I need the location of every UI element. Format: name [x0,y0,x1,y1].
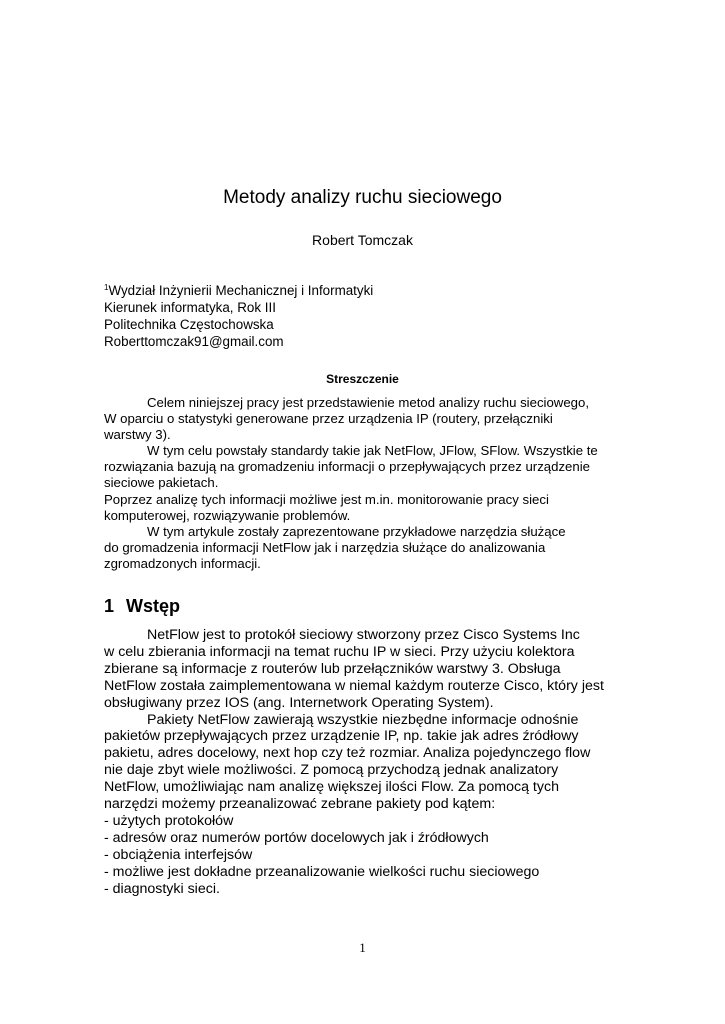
abstract-line: komputerowej, rozwiązywanie problemów. [104,507,351,523]
affiliation-block [104,282,624,350]
affiliation-line: Kierunek informatyka, Rok III [104,300,276,315]
abstract-heading: Streszczenie [326,372,399,386]
body-line: nie daje zbyt wiele możliwości. Z pomocą przychodzą jednak analizatory [104,762,559,779]
section-number: 1 [104,596,115,616]
list-item: - diagnostyki sieci. [104,880,220,897]
body-line: Pakiety NetFlow zawierają wszystkie niezbędne informacje odnośnie [147,711,579,728]
abstract-line: W tym celu powstały standardy takie jak NetFlow, JFlow, SFlow. Wszystkie te [147,443,598,459]
body-line: pakietu, adres docelowy, next hop czy też rozmiar. Analiza pojedynczego flow [104,745,591,762]
author-email: Roberttomczak91@gmail.com [104,334,284,349]
abstract-line: rozwiązania bazują na gromadzeniu informacji o przepływających przez urządzenie [104,459,590,475]
abstract-line: warstwy 3). [104,427,171,443]
author-name: Robert Tomczak [312,232,413,248]
page-number: 1 [359,940,366,955]
abstract-line: zgromadzonych informacji. [104,555,261,571]
abstract-line: Poprzez analizę tych informacji możliwe jest m.in. monitorowanie pracy sieci [104,491,549,507]
section-heading [104,594,180,618]
body-line: NetFlow została zaimplementowana w niemal każdym routerze Cisco, który jest [104,677,604,694]
body-line: NetFlow jest to protokół sieciowy stworzony przez Cisco Systems Inc [147,627,580,643]
section-title: Wstęp [126,596,180,616]
abstract-text [104,395,624,572]
section-body [104,627,624,898]
paper-title: Metody analizy ruchu sieciowego [223,187,502,208]
body-line: pakietów przepływających przez urządzenie IP, np. takie jak adres źródłowy [104,728,579,745]
abstract-line: Celem niniejszej pracy jest przedstawienie metod analizy ruchu sieciowego, [147,395,589,410]
list-item: - możliwe jest dokładne przeanalizowanie wielkości ruchu sieciowego [104,863,540,880]
abstract-line: sieciowe pakietach. [104,475,219,491]
body-line: zbierane są informacje z routerów lub przełączników warstwy 3. Obsługa [104,660,561,677]
abstract-line: W oparciu o statystyki generowane przez urządzenia IP (routery, przełączniki [104,411,553,427]
body-line: obsługiwany przez IOS (ang. Internetwork Operating System). [104,694,494,711]
list-item: - adresów oraz numerów portów docelowych jak i źródłowych [104,829,489,846]
list-item: - użytych protokołów [104,812,234,829]
abstract-line: W tym artykule zostały zaprezentowane przykładowe narzędzia służące [147,523,566,539]
affiliation-line: $^1$Wydział Inżynierii Mechanicznej i Informatyki [104,283,374,298]
affiliation-line: Politechnika Częstochowska [104,317,274,332]
body-line: narzędzi możemy przeanalizować zebrane pakiety pod kątem: [104,796,496,813]
footnote-marker: 1 [104,283,109,292]
body-line: NetFlow, umożliwiając nam analizę większej ilości Flow. Za pomocą tych [104,779,559,796]
list-item: - obciążenia interfejsów [104,846,253,863]
abstract-line: do gromadzenia informacji NetFlow jak i narzędzia służące do analizowania [104,539,546,555]
body-line: w celu zbierania informacji na temat ruchu IP w sieci. Przy użyciu kolektora [104,643,575,660]
